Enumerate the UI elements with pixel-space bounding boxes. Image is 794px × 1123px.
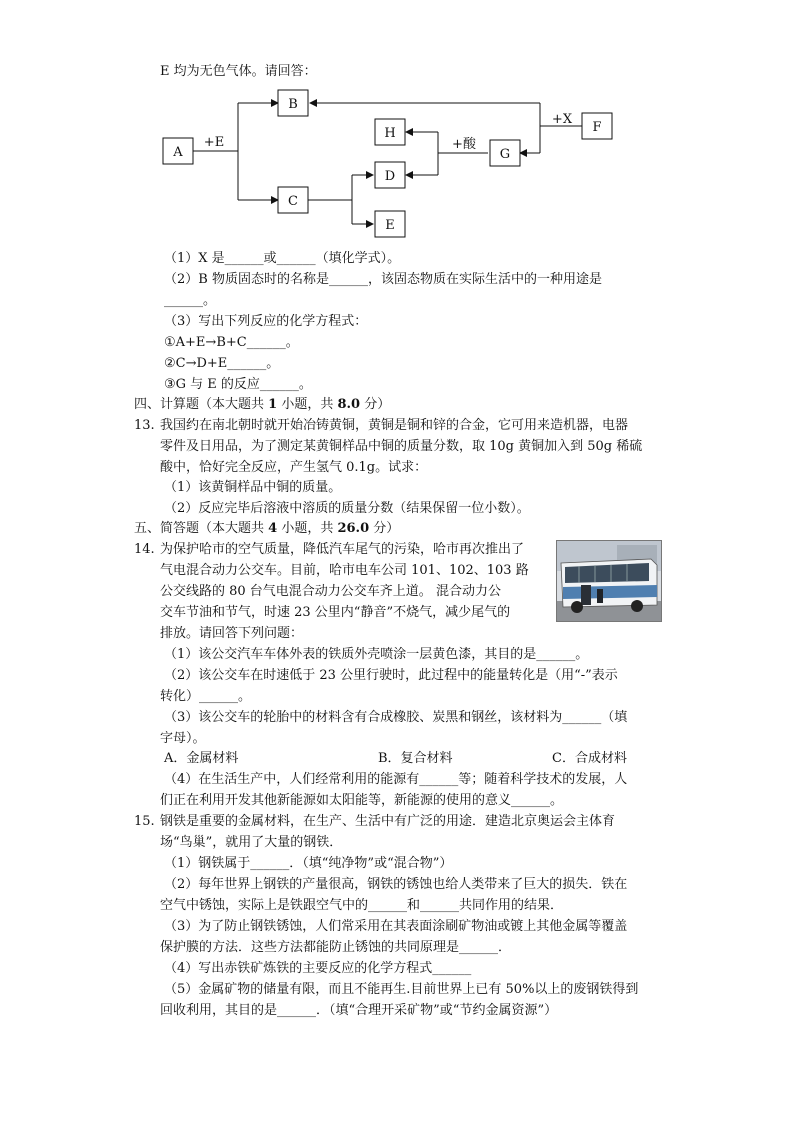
q12-intro: E 均为无色气体。请回答： — [160, 64, 317, 79]
q14-line5: 排放。请回答下列问题： — [160, 626, 304, 641]
q12-part3: （3）写出下列反应的化学方程式： — [164, 314, 368, 329]
section-4-title: 计算题（本大题共 — [160, 397, 269, 412]
q14-part3b: 字母）。 — [160, 731, 206, 746]
q15-part5b: 回收利用，其目的是______．（填“合理开采矿物”或“节约金属资源”） — [160, 1003, 558, 1018]
q14-part4b: 们正在利用开发其他新能源如太阳能等，新能源的使用的意义______。 — [160, 793, 564, 808]
section-5-count: 4 — [268, 521, 278, 536]
q13-part1: （1）该黄铜样品中铜的质量。 — [164, 480, 342, 495]
section-5-mid: 小题，共 — [277, 521, 338, 536]
q15-line1: 钢铁是重要的金属材料，在生产、生活中有广泛的用途．建造北京奥运会主体育 — [160, 814, 616, 829]
node-a: A — [173, 145, 183, 160]
node-e: E — [385, 218, 395, 233]
section-5-title: 简答题（本大题共 — [160, 521, 269, 536]
q15-part5a: （5）金属矿物的储量有限，而且不能再生.目前世界上已有 50%以上的废钢铁得到 — [164, 982, 639, 997]
q15-part2b: 空气中锈蚀，实际上是铁跟空气中的______和______共同作用的结果． — [160, 898, 564, 913]
q14-part3a: （3）该公交车的轮胎中的材料含有合成橡胶、炭黑和钢丝，该材料为______（填 — [164, 710, 628, 725]
section-4-count: 1 — [268, 397, 278, 412]
bus-photo — [556, 540, 662, 622]
section-5-end: 分） — [369, 521, 400, 536]
q14-line1: 为保护哈市的空气质量，降低汽车尾气的污染，哈市再次推出了 — [160, 542, 525, 557]
q14-part1: （1）该公交汽车车体外表的铁质外壳喷涂一层黄色漆，其目的是______。 — [164, 647, 589, 662]
section-4-score: 8.0 — [337, 397, 361, 412]
bus-illustration — [557, 541, 661, 621]
q13-line2: 零件及日用品，为了测定某黄铜样品中铜的质量分数，取 10g 黄铜加入到 50g 稀硫 — [160, 439, 643, 454]
q15-number: 15. — [134, 814, 155, 829]
node-c: C — [288, 194, 298, 209]
q14-option-b: B．复合材料 — [378, 751, 453, 766]
section-4-mid: 小题，共 — [277, 397, 338, 412]
q15-part4: （4）写出赤铁矿炼铁的主要反应的化学方程式______ — [164, 961, 472, 976]
edge-label-plus-acid: +酸 — [452, 137, 476, 152]
q13-part2: （2）反应完毕后溶液中溶质的质量分数（结果保留一位小数）。 — [164, 501, 530, 516]
section-5-heading — [134, 520, 399, 538]
q14-number: 14. — [134, 542, 155, 557]
q14-line3: 公交线路的 80 台气电混合动力公交车齐上道。 混合动力公 — [160, 584, 501, 599]
q12-part2a: （2）B 物质固态时的名称是______，该固态物质在实际生活中的一种用途是 — [164, 272, 602, 287]
q14-part2b: 转化）______。 — [160, 689, 252, 704]
section-5-score: 26.0 — [337, 521, 370, 536]
node-d: D — [384, 169, 396, 184]
q15-part1: （1）钢铁属于______．（填“纯净物”或“混合物”） — [164, 856, 453, 871]
node-g: G — [499, 147, 511, 162]
q12-part2b: ______。 — [164, 293, 217, 308]
q14-line4: 交车节油和节气，时速 23 公里内“静音”不烧气，减少尾气的 — [160, 605, 511, 620]
q15-part3a: （3）为了防止钢铁锈蚀，人们常采用在其表面涂刷矿物油或镀上其他金属等覆盖 — [164, 919, 628, 934]
q15-part3b: 保护膜的方法．这些方法都能防止锈蚀的共同原理是______． — [160, 940, 512, 955]
node-h: H — [384, 126, 396, 141]
node-b: B — [288, 97, 298, 112]
q12-reaction3: ③G 与 E 的反应______。 — [164, 377, 312, 392]
section-4-end: 分） — [360, 397, 391, 412]
section-5-num: 五、 — [134, 521, 161, 536]
q15-line2: 场“鸟巢”，就用了大量的钢铁． — [160, 835, 343, 850]
q13-number: 13. — [134, 418, 155, 433]
edge-label-plus-x: +X — [551, 112, 573, 127]
q14-part4a: （4）在生活生产中，人们经常利用的能源有______等；随着科学技术的发展，人 — [164, 772, 628, 787]
q14-option-c: C．合成材料 — [552, 751, 627, 766]
section-4-heading — [134, 396, 390, 414]
q15-part2a: （2）每年世界上钢铁的产量很高，钢铁的锈蚀也给人类带来了巨大的损失．铁在 — [164, 877, 628, 892]
section-4-num: 四、 — [134, 397, 161, 412]
reaction-flow-diagram — [150, 86, 630, 246]
q12-part1: （1）X 是______或______（填化学式）。 — [164, 251, 401, 266]
q12-reaction1: ①A+E→B+C______。 — [164, 335, 299, 350]
q14-line2: 气电混合动力公交车。目前，哈市电车公司 101、102、103 路 — [160, 563, 529, 578]
q14-option-a: A．金属材料 — [164, 751, 239, 766]
node-f: F — [592, 120, 602, 135]
q13-line1: 我国约在南北朝时就开始冶铸黄铜，黄铜是铜和锌的合金，它可用来造机器，电器 — [160, 418, 629, 433]
q12-reaction2: ②C→D+E______。 — [164, 356, 280, 371]
edge-label-plus-e: +E — [203, 135, 225, 150]
q13-line3: 酸中，恰好完全反应，产生氢气 0.1g。试求： — [160, 460, 428, 475]
q14-part2a: （2）该公交车在时速低于 23 公里行驶时，此过程中的能量转化是（用“-”表示 — [164, 668, 618, 683]
